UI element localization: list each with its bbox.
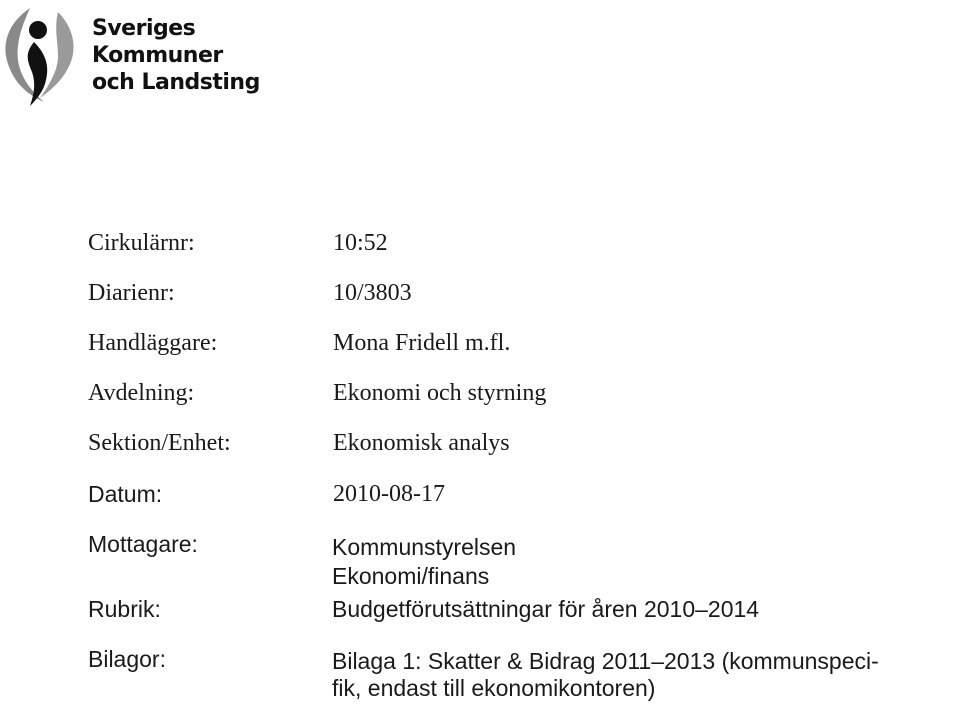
datum-value: 2010-08-17 [333, 481, 445, 507]
mottagare-value-line-2: Ekonomi/finans [332, 563, 490, 589]
bilagor-value-line-1: Bilaga 1: Skatter & Bidrag 2011–2013 (kommunspeci- [332, 648, 879, 674]
bilagor-value [332, 646, 879, 702]
rubrik-label: Rubrik: [88, 596, 161, 622]
logo-wordmark [92, 15, 260, 96]
skl-figure-icon [0, 2, 80, 106]
bilagor-label: Bilagor: [88, 646, 166, 672]
logo-line-3: och Landsting [92, 70, 260, 95]
avdelning-label: Avdelning: [88, 380, 195, 406]
handlaggare-label: Handläggare: [88, 330, 218, 356]
organization-logo [0, 0, 270, 110]
sektion-value: Ekonomisk analys [333, 430, 510, 456]
logo-line-1: Sveriges [92, 16, 196, 41]
diarie-label: Diarienr: [88, 280, 175, 306]
cirkular-label: Cirkulärnr: [88, 230, 195, 256]
bilagor-value-line-2: fik, endast till ekonomikontoren) [332, 675, 656, 701]
sektion-label: Sektion/Enhet: [88, 430, 231, 456]
rubrik-value: Budgetförutsättningar för åren 2010–2014 [332, 596, 760, 622]
handlaggare-value: Mona Fridell m.fl. [333, 330, 511, 356]
mottagare-value-line-1: Kommunstyrelsen [332, 534, 517, 560]
mottagare-value [332, 531, 516, 591]
datum-label: Datum: [88, 481, 163, 507]
mottagare-label: Mottagare: [88, 531, 198, 557]
diarie-value: 10/3803 [333, 280, 412, 306]
avdelning-value: Ekonomi och styrning [333, 380, 547, 406]
cirkular-value: 10:52 [333, 230, 388, 256]
logo-line-2: Kommuner [92, 43, 223, 68]
